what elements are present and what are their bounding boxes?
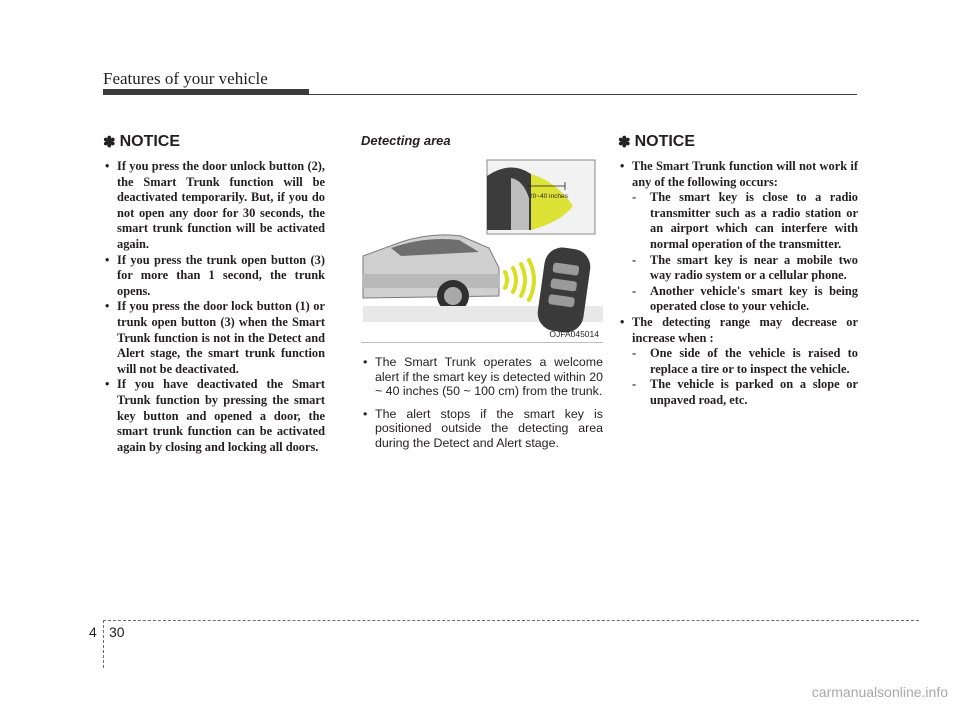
sub-list-item: - The smart key is close to a radio transmitter such as a radio station or an airport which can interfere with normal operation of the transmitter. <box>632 190 858 251</box>
column-detecting-area <box>361 133 603 459</box>
signal-waves-icon <box>505 260 534 300</box>
notice-star-icon: ✽ <box>618 134 631 151</box>
figure-code: OJFA045014 <box>549 329 599 339</box>
page-number: 30 <box>109 624 125 640</box>
list-item: • If you press the door unlock button (2), the Smart Trunk function will be deactivated temporarily. But, if you do not open any door for 30 seconds, the smart trunk function will be activated again. <box>103 159 325 253</box>
sub-list-item: - The vehicle is parked on a slope or unpaved road, etc. <box>632 377 858 407</box>
notice-star-icon: ✽ <box>103 134 116 151</box>
chapter-number: 4 <box>89 624 97 640</box>
trunk-inset-icon <box>487 160 595 234</box>
sub-list-item: - One side of the vehicle is raised to replace a tire or to inspect the vehicle. <box>632 346 858 376</box>
list-item: • The alert stops if the smart key is positioned outside the detecting area during the Detect and Alert stage. <box>361 407 603 451</box>
list-item: • If you press the trunk open button (3) for more than 1 second, the trunk opens. <box>103 253 325 300</box>
sub-list-item: - Another vehicle's smart key is being operated close to your vehicle. <box>632 283 858 314</box>
range-label: 20~40 inches <box>529 193 568 200</box>
column-notice-2 <box>618 133 858 409</box>
sub-list-item: - The smart key is near a mobile two way radio system or a cellular phone. <box>632 252 858 283</box>
list-item-text: The Smart Trunk function will not work if any of the following occurs: <box>632 159 858 189</box>
sub-list <box>632 190 858 315</box>
notice-heading <box>618 133 858 151</box>
list-item: • The Smart Trunk operates a welcome alert if the smart key is detected within 20 ~ 40 inches (50 ~ 100 cm) from the trunk. <box>361 355 603 399</box>
column-notice-1 <box>103 133 325 455</box>
list-item: • If you press the door lock button (1) or trunk open button (3) when the Smart Trunk function is not in the Detect and Alert stage, the smart trunk function will not be deactivated. <box>103 299 325 377</box>
watermark: carmanualsonline.info <box>811 684 948 700</box>
list-item <box>618 315 858 409</box>
notice-list <box>618 159 858 409</box>
car-illustration <box>361 156 603 342</box>
notice-heading <box>103 133 325 151</box>
list-item: • If you have deactivated the Smart Trunk function by pressing the smart key button and opened a door, the smart trunk function can be activated again by closing and locking all doors. <box>103 377 325 455</box>
sub-list <box>632 346 858 408</box>
footer-rule <box>103 620 919 621</box>
detecting-area-figure <box>361 156 603 343</box>
footer-divider <box>103 620 104 668</box>
list-item-text: The detecting range may decrease or increase when : <box>632 314 858 345</box>
notice-title: NOTICE <box>634 133 696 150</box>
notice-title: NOTICE <box>119 133 181 150</box>
notice-list <box>103 159 325 455</box>
section-title: Detecting area <box>361 133 451 148</box>
header-rule <box>103 94 857 95</box>
page-header-title: Features of your vehicle <box>103 69 268 88</box>
detecting-list <box>361 355 603 451</box>
list-item <box>618 159 858 315</box>
